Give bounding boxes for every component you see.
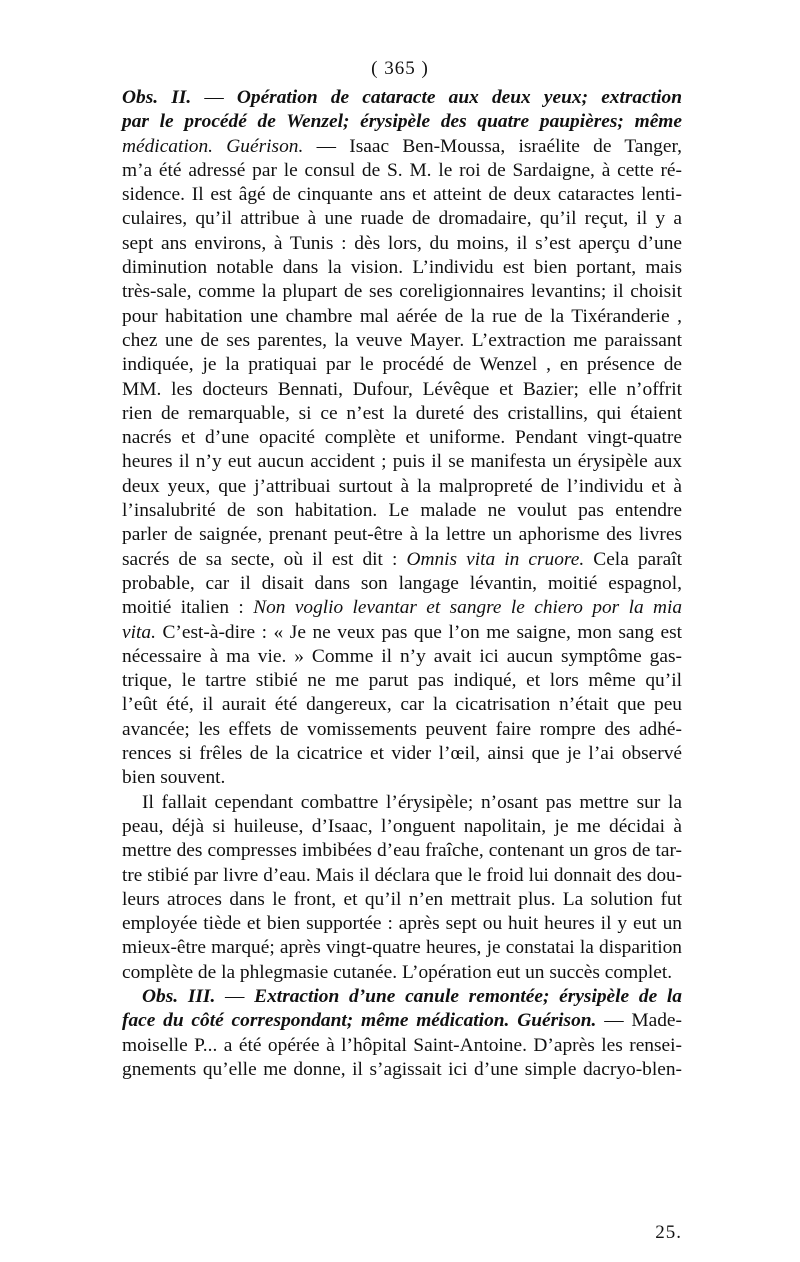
text-line [122,207,682,231]
text-line [122,693,682,717]
text-line [122,86,682,110]
text-line [122,426,682,450]
page-number: ( 365 ) [371,58,429,79]
text-line [122,596,682,620]
text-line [122,839,682,863]
text-line [122,961,682,985]
signature-mark: 25. [655,1222,682,1243]
text-line [122,256,682,280]
text-span: mettre des compresses imbibées d’eau fraîche, contenant un gros de tar- [122,840,682,862]
text-line [122,645,682,669]
text-line [122,572,682,596]
text-span: m’a été adressé par le consul de S. M. le roi de Sardaigne, à cette ré- [122,159,682,181]
text-span: Il fallait cependant combattre l’érysipèle; n’osant pas mettre sur la [142,791,682,813]
text-span: C’est-à-dire : « Je ne veux pas que l’on me saigne, mon sang est [155,621,682,643]
text-line [122,864,682,888]
text-line [122,110,682,134]
text-span: complète de la phlegmasie cutanée. L’opération eut un succès complet. [122,961,673,983]
text-span: bien souvent. [122,767,226,789]
text-span: Opération de cataracte aux deux yeux; extraction [236,87,682,108]
text-line [122,353,682,377]
text-line [122,936,682,960]
text-line [122,450,682,474]
text-span: heures il n’y eut aucun accident ; puis il se manifesta un érysipèle aux [122,451,682,473]
text-line [122,159,682,183]
text-span: rences si frêles de la cicatrice et vider l’œil, ainsi que je l’ai observé [122,743,682,765]
text-span: — [191,87,237,108]
text-span: deux yeux, que j’attribuai surtout à la malpropreté de l’individu et à [122,475,682,497]
text-span: nacrés et d’une opacité complète et uniforme. Pendant vingt-quatre [122,427,682,449]
text-span: face du côté correspondant; même médication. Guérison. [122,1010,597,1032]
text-line [122,232,682,256]
text-span: MM. les docteurs Bennati, Dufour, Lévêque et Bazier; elle n’offrit [122,378,682,400]
text-line [122,280,682,304]
text-line [122,183,682,207]
text-line [122,742,682,766]
text-span: Obs. III. [142,985,216,1007]
text-span: avancée; les effets de vomissements peuvent faire rompre des adhé- [122,718,682,740]
text-span: gnements qu’elle me donne, il s’agissait ici d’une simple dacryo-blen- [122,1058,682,1080]
text-line [122,766,682,790]
text-line [122,621,682,645]
text-span: leurs atroces dans le front, et qu’il n’en mettrait plus. La solution fut [122,888,682,910]
text-span: moiselle P... a été opérée à l’hôpital Saint-Antoine. D’après les rensei- [122,1034,682,1056]
text-span: Obs. II. [122,87,192,108]
text-line [122,135,682,159]
text-span: chez une de ses parentes, la veuve Mayer. L’extraction me paraissant [122,329,682,351]
text-span: — [215,985,255,1007]
text-line [122,378,682,402]
text-span: — Made- [596,1010,682,1032]
text-line [122,1009,682,1033]
text-span: moitié italien : [122,597,254,619]
text-span: sacrés de sa secte, où il est dit : [122,548,407,570]
text-span: — Isaac Ben-Moussa, israélite de Tanger, [303,135,682,157]
text-span: rien de remarquable, si ce n’est la dureté des cristallins, qui étaient [122,402,682,424]
text-span: indiquée, je la pratiquai par le procédé de Wenzel , en présence de [122,354,682,376]
text-span: employée tiède et bien supportée : après sept ou huit heures il y eut un [122,913,682,935]
text-line [122,548,682,572]
text-line [122,499,682,523]
body-text [122,86,682,1082]
text-span: vita. [122,621,156,643]
text-span: très-sale, comme la plupart de ses coreligionnaires levantins; il choisit [122,281,682,303]
text-span: Non voglio levantar et sangre le chiero por la mia [253,597,682,619]
text-span: sept ans environs, à Tunis : dès lors, du moins, il s’est aperçu d’une [122,232,682,254]
text-span: nécessaire à ma vie. » Comme il n’y avait ici aucun symptôme gas- [122,645,682,667]
text-span: probable, car il disait dans son langage lévantin, moitié espagnol, [122,572,682,594]
text-line [122,669,682,693]
text-span: par le procédé de Wenzel; érysipèle des quatre paupières; même [122,111,682,133]
text-span: l’eût été, il aurait été dangereux, car la cicatrisation n’était que peu [122,694,682,716]
text-line [122,791,682,815]
text-span: tre stibié par livre d’eau. Mais il déclara que le froid lui donnait des dou- [122,864,682,886]
text-line [122,523,682,547]
text-span: Cela paraît [584,548,682,570]
text-span: sidence. Il est âgé de cinquante ans et atteint de deux cataractes lenti- [122,184,682,206]
text-line [122,305,682,329]
text-span: peau, déjà si huileuse, d’Isaac, l’onguent napolitain, je me décidai à [122,815,682,837]
text-line [122,815,682,839]
text-line [122,1058,682,1082]
text-line [122,1034,682,1058]
text-line [122,329,682,353]
text-line [122,912,682,936]
text-span: Extraction d’une canule remontée; érysipèle de la [254,985,682,1007]
text-line [122,985,682,1009]
text-span: l’insalubrité de son habitation. Le malade ne voulut pas entendre [122,500,682,522]
text-line [122,888,682,912]
text-span: trique, le tartre stibié ne me parut pas indiqué, et lors même qu’il [122,670,682,692]
text-span: mieux-être marqué; après vingt-quatre heures, je constatai la disparition [122,937,682,959]
text-span: culaires, qu’il attribue à une ruade de dromadaire, qu’il reçut, il y a [122,208,682,230]
text-span: parler de saignée, prenant peut-être à la lettre un aphorisme des livres [122,524,682,546]
text-line [122,475,682,499]
text-span: Omnis vita in cruore. [406,548,585,570]
text-line [122,402,682,426]
text-span: pour habitation une chambre mal aérée de la rue de la Tixéranderie , [122,305,682,327]
text-span: médication. Guérison. [122,135,304,157]
text-span: diminution notable dans la vision. L’individu est bien portant, mais [122,257,682,279]
text-line [122,718,682,742]
